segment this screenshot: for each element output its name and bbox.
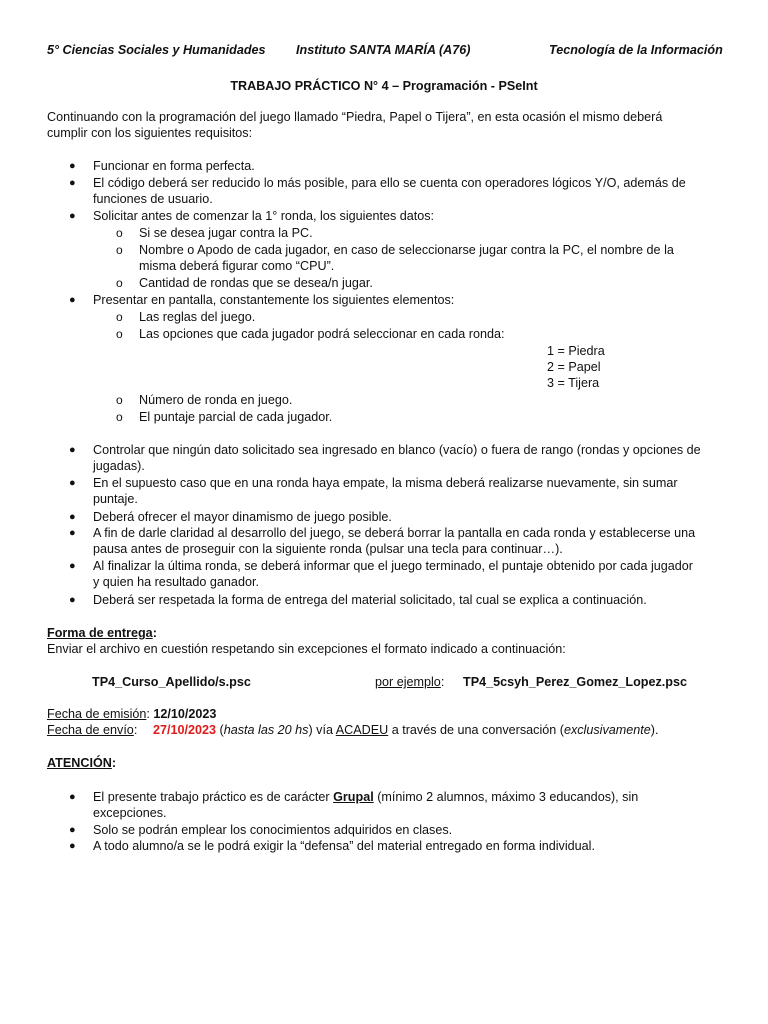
req-item-10: Deberá ser respetada la forma de entrega del material solicitado, tal cual se explica a continuación. xyxy=(93,593,647,607)
attention-item-2: Solo se podrán emplear los conocimientos adquiridos en clases. xyxy=(93,823,453,837)
sub-bullet-icon: o xyxy=(116,393,123,407)
bullet-icon: ● xyxy=(69,527,76,539)
sub-bullet-icon: o xyxy=(116,327,123,341)
sub-bullet-icon: o xyxy=(116,276,123,290)
req-item-6-line-2: puntaje. xyxy=(93,492,138,506)
bullet-icon: ● xyxy=(69,560,76,572)
req-item-4-sub-3: Número de ronda en juego. xyxy=(139,393,293,407)
delivery-heading-text: Forma de entrega xyxy=(47,626,153,640)
req-item-9-line-2: y quien ha resultado ganador. xyxy=(93,575,259,589)
option-papel: 2 = Papel xyxy=(547,360,601,374)
req-item-3-sub-1: Si se desea jugar contra la PC. xyxy=(139,226,313,240)
send-date-details: 27/10/2023 (hasta las 20 hs) vía ACADEU a través de una conversación (exclusivamente). xyxy=(153,723,659,737)
header-subject: Tecnología de la Información xyxy=(549,43,723,57)
bullet-icon: ● xyxy=(69,210,76,222)
bullet-icon: ● xyxy=(69,791,76,803)
bullet-icon: ● xyxy=(69,294,76,306)
req-item-8-line-2: pausa antes de proseguir con la siguiente ronda (pulsar una tecla para continuar…). xyxy=(93,542,563,556)
req-item-4-sub-4: El puntaje parcial de cada jugador. xyxy=(139,410,333,424)
emission-date-line: Fecha de emisión: 12/10/2023 xyxy=(47,707,217,721)
send-date-line: Fecha de envío: xyxy=(47,723,138,737)
req-item-3: Solicitar antes de comenzar la 1° ronda, los siguientes datos: xyxy=(93,209,435,223)
group-keyword: Grupal xyxy=(333,790,374,804)
req-item-9-line-1: Al finalizar la última ronda, se deberá informar que el juego terminado, el puntaje obtenido por cada jugador xyxy=(93,559,693,573)
req-item-4-sub-2: Las opciones que cada jugador podrá seleccionar en cada ronda: xyxy=(139,327,505,341)
bullet-icon: ● xyxy=(69,444,76,456)
delivery-example-label: por ejemplo: xyxy=(375,675,445,689)
req-item-4-sub-1: Las reglas del juego. xyxy=(139,310,256,324)
header-institute: Instituto SANTA MARÍA (A76) xyxy=(296,43,471,57)
req-item-2-line-2: funciones de usuario. xyxy=(93,192,213,206)
intro-line-2: cumplir con los siguientes requisitos: xyxy=(47,126,253,140)
bullet-icon: ● xyxy=(69,840,76,852)
option-tijera: 3 = Tijera xyxy=(547,376,600,390)
req-item-1: Funcionar en forma perfecta. xyxy=(93,159,255,173)
req-item-3-sub-3: Cantidad de rondas que se desea/n jugar. xyxy=(139,276,373,290)
bullet-icon: ● xyxy=(69,160,76,172)
sub-bullet-icon: o xyxy=(116,243,123,257)
req-item-4: Presentar en pantalla, constantemente los siguientes elementos: xyxy=(93,293,455,307)
attention-item-1-line-2: excepciones. xyxy=(93,806,167,820)
sub-bullet-icon: o xyxy=(116,226,123,240)
attention-item-3: A todo alumno/a se le podrá exigir la “defensa” del material entregado en forma individual. xyxy=(93,839,595,853)
bullet-icon: ● xyxy=(69,594,76,606)
req-item-5-line-2: jugadas). xyxy=(93,459,145,473)
sub-bullet-icon: o xyxy=(116,410,123,424)
sub-bullet-icon: o xyxy=(116,310,123,324)
document-title: TRABAJO PRÁCTICO N° 4 – Programación - PSeInt xyxy=(230,79,538,93)
req-item-5-line-1: Controlar que ningún dato solicitado sea ingresado en blanco (vacío) o fuera de rango (rondas y opciones de xyxy=(93,443,701,457)
req-item-8-line-1: A fin de darle claridad al desarrollo del juego, se deberá borrar la pantalla en cada ronda y establecerse una xyxy=(93,526,696,540)
option-piedra: 1 = Piedra xyxy=(547,344,605,358)
attention-item-1-line-1: El presente trabajo práctico es de carácter Grupal (mínimo 2 alumnos, máximo 3 educandos), sin xyxy=(93,790,639,804)
bullet-icon: ● xyxy=(69,477,76,489)
bullet-icon: ● xyxy=(69,824,76,836)
bullet-icon: ● xyxy=(69,511,76,523)
intro-line-1: Continuando con la programación del juego llamado “Piedra, Papel o Tijera”, en esta ocasión el mismo deberá xyxy=(47,110,663,124)
delivery-heading: Forma de entrega: xyxy=(47,626,157,640)
attention-heading: ATENCIÓN: xyxy=(47,756,117,770)
req-item-3-sub-2-line-1: Nombre o Apodo de cada jugador, en caso de seleccionarse jugar contra la PC, el nombre de la xyxy=(139,243,674,257)
send-date: 27/10/2023 xyxy=(153,723,217,737)
platform-name: ACADEU xyxy=(335,723,389,737)
delivery-text: Enviar el archivo en cuestión respetando sin excepciones el formato indicado a continuación: xyxy=(47,642,566,656)
req-item-2-line-1: El código deberá ser reducido lo más posible, para ello se cuenta con operadores lógicos Y/O, además de xyxy=(93,176,686,190)
delivery-format: TP4_Curso_Apellido/s.psc xyxy=(92,675,251,689)
delivery-example: TP4_5csyh_Perez_Gomez_Lopez.psc xyxy=(463,675,687,689)
header-course: 5° Ciencias Sociales y Humanidades xyxy=(47,43,266,57)
bullet-icon: ● xyxy=(69,177,76,189)
emission-date: 12/10/2023 xyxy=(153,707,217,721)
req-item-7: Deberá ofrecer el mayor dinamismo de juego posible. xyxy=(93,510,392,524)
req-item-3-sub-2-line-2: misma deberá figurar como “CPU”. xyxy=(139,259,335,273)
req-item-6-line-1: En el supuesto caso que en una ronda haya empate, la misma deberá realizarse nuevamente, sin sumar xyxy=(93,476,678,490)
